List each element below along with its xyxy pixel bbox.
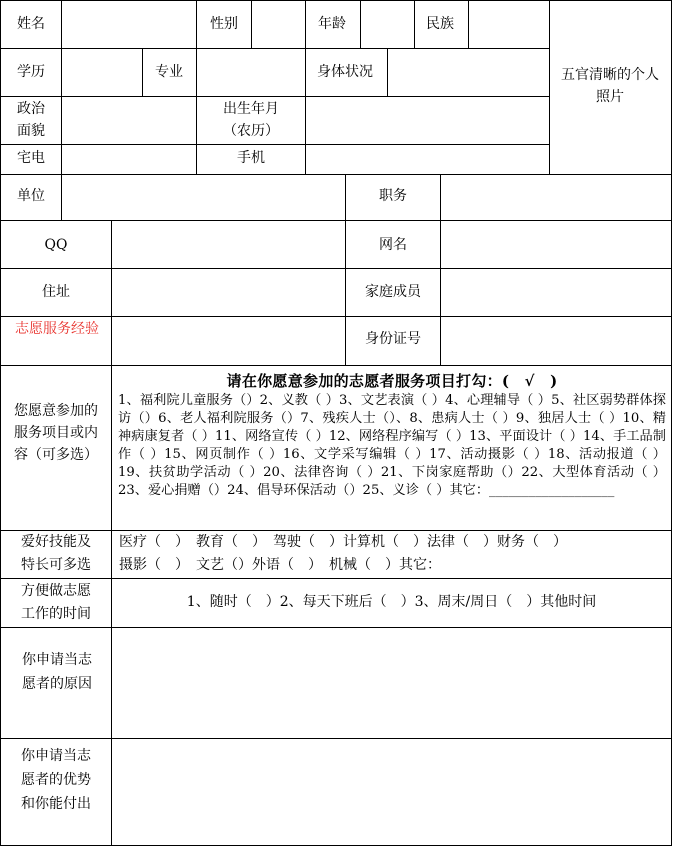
major-label: 专业 [155,64,183,80]
skills-options-line1[interactable]: 医疗（ ） 教育（ ） 驾驶（ ）计算机（ ）法律（ ）财务（ ） [119,534,567,550]
ethnicity-label: 民族 [426,16,454,32]
row-line [0,578,672,579]
service-label: 您愿意参加的服务项目或内容（可多选） [14,403,98,463]
time-options[interactable]: 1、随时（ ）2、每天下班后（ ）3、周末/周日（ ）其他时间 [186,594,597,610]
time-label-line2: 工作的时间 [21,606,91,622]
major-field[interactable] [197,49,305,96]
position-label: 职务 [379,188,407,204]
name-label: 姓名 [17,16,45,32]
col-line [142,48,143,96]
employer-label: 单位 [17,188,45,204]
political-label-line2: 面貌 [17,123,45,139]
birth-label-line1: 出生年月 [223,101,279,117]
time-label-line1: 方便做志愿 [21,583,91,599]
age-field[interactable] [361,1,414,48]
nickname-field[interactable] [441,221,671,268]
education-label: 学历 [17,64,45,80]
address-field[interactable] [112,269,345,316]
mobile-field[interactable] [306,145,549,174]
table-border-right [671,0,672,846]
id-number-field[interactable] [441,317,671,365]
row-line [0,365,672,366]
health-field[interactable] [388,49,549,96]
ethnicity-field[interactable] [469,1,549,48]
service-title: 请在你愿意参加的志愿者服务项目打勾：( √ ) [226,372,558,390]
table-border-bottom [0,845,672,846]
table-border-left [0,0,1,846]
birth-label-line2: （农历） [223,123,279,139]
birth-field[interactable] [306,97,549,144]
age-label: 年龄 [318,16,346,32]
reason-textarea[interactable] [112,628,671,738]
gender-label: 性别 [210,16,238,32]
qq-field[interactable] [112,221,345,268]
strength-label: 你申请当志愿者的优势和你能付出 [21,748,91,812]
name-field[interactable] [62,1,196,48]
col-line [196,0,197,48]
position-field[interactable] [441,175,671,220]
skills-options-line2[interactable]: 摄影（ ） 文艺（）外语（ ） 机械（ ）其它： [119,557,441,573]
health-label: 身体状况 [317,64,373,80]
home-phone-field[interactable] [62,145,196,174]
qq-label: QQ [44,237,68,253]
employer-field[interactable] [62,175,345,220]
family-label: 家庭成员 [365,284,421,300]
reason-label: 你申请当志愿者的原因 [22,652,92,692]
gender-field[interactable] [252,1,305,48]
col-line [549,0,550,174]
skills-label-line2: 特长可多选 [21,557,91,573]
experience-label: 志愿服务经验 [15,321,99,337]
nickname-label: 网名 [379,237,407,253]
political-field[interactable] [62,97,196,144]
photo-placeholder[interactable]: 五官清晰的个人照片 [561,67,659,105]
education-field[interactable] [62,49,142,96]
address-label: 住址 [42,284,70,300]
family-field[interactable] [441,269,671,316]
home-phone-label: 宅电 [17,150,45,166]
skills-label-line1: 爱好技能及 [21,534,91,550]
id-number-label: 身份证号 [365,331,421,347]
strength-textarea[interactable] [112,739,671,845]
political-label-line1: 政治 [17,101,45,117]
col-line [414,0,415,48]
service-options[interactable]: 1、福利院儿童服务（）2、义教（ ）3、文艺表演（ ）4、心理辅导（ ）5、社区弱势群体探访（）6、老人福利院服务（）7、残疾人士（）、8、患病人士（ ）9、独居人士（ ）10、精神病康复者（ ）11、网络宣传（ ）12、网络程序编写（ ）13、平面设计（ ）14、手工品制作（ ）15、网页制作（ ）16、文学采写编辑（ ）17、活动摄影（ ）18、活动报道（ ）19、扶贫助学活动（ ）20、法律咨询（ ）21、下岗家庭帮助（）22、大型体育活动（ ）23、爱心捐赠（）24、倡导环保活动（）25、义诊（ ）其它：___________________ [118,393,666,498]
experience-field[interactable] [112,317,345,365]
mobile-label: 手机 [237,150,265,166]
